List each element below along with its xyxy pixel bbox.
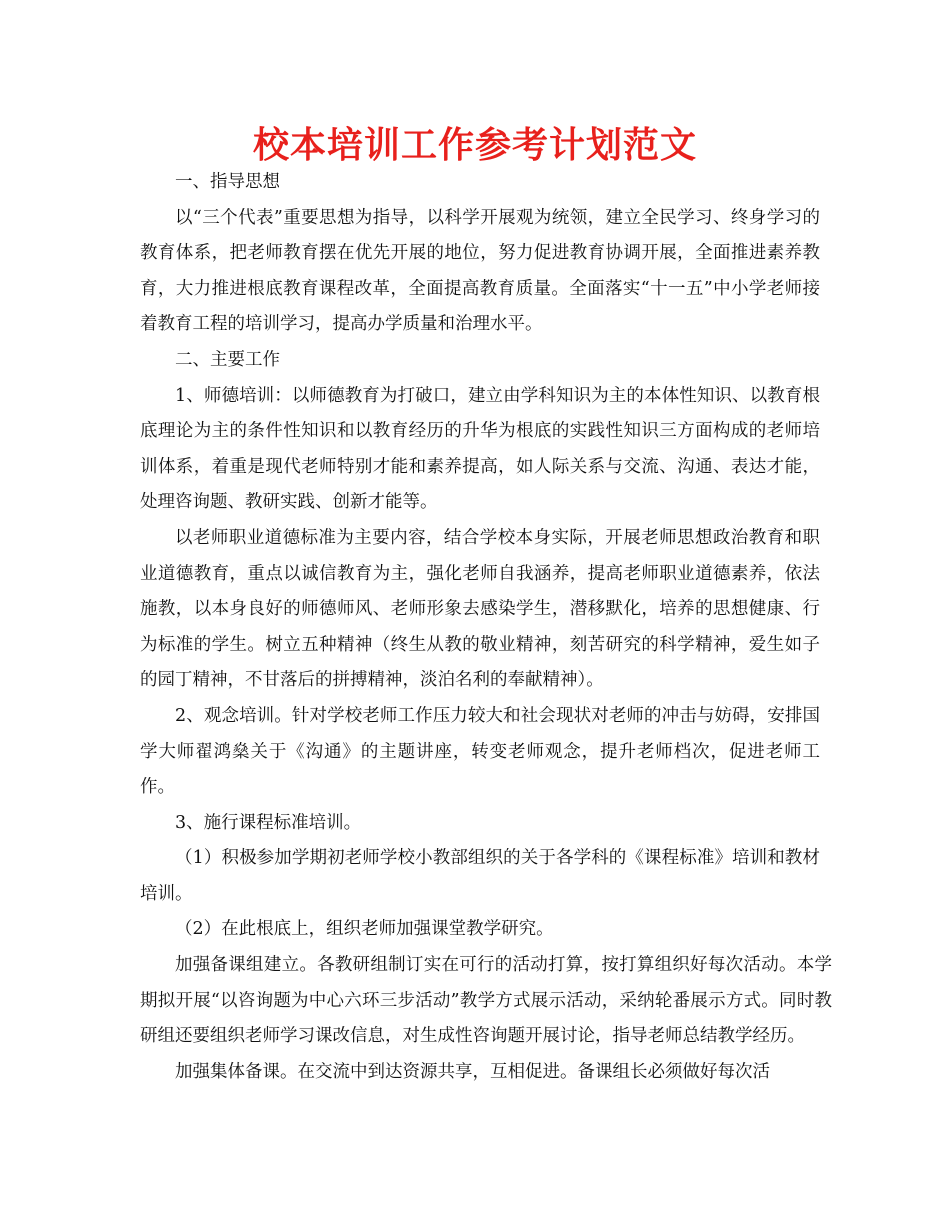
section-heading: 二、主要工作 xyxy=(175,349,280,370)
section-heading: 一、指导思想 xyxy=(175,172,280,192)
paragraph: 1、师德培训：以师德教育为打破口，建立由学科知识为主的本体性知识、以教育根底理论为主的条件性知识和以教育经历的升华为根底的实践性知识三方面构成的老师培训体系，着重是现代老师特别才能和素养提高，如人际关系与交流、沟通、表达才能，处理咨询题、教研实践、创新才能等。 xyxy=(140,385,820,513)
paragraph: 以“三个代表”重要思想为指导，以科学开展观为统领，建立全民学习、终身学习的教育体系，把老师教育摆在优先开展的地位，努力促进教育协调开展，全面推进素养教育，大力推进根底教育课程改革，全面提高教育质量。全面落实“十一五”中小学老师接着教育工程的培训学习，提高办学质量和治理水平。 xyxy=(140,207,820,335)
document-body xyxy=(140,165,832,1090)
paragraph: （2）在此根底上，组织老师加强课堂教学研究。 xyxy=(175,919,554,940)
document-title: 校本培训工作参考计划范文 xyxy=(252,125,697,166)
paragraph: 加强集体备课。在交流中到达资源共享，互相促进。备课组长必须做好每次活 xyxy=(175,1061,770,1082)
paragraph: 加强备课组建立。各教研组制订实在可行的活动打算，按打算组织好每次活动。本学期拟开展“以咨询题为中心六环三步活动”教学方式展示活动，采纳轮番展示方式。同时教研组还要组织老师学习课改信息，对生成性咨询题开展讨论，指导老师总结教学经历。 xyxy=(140,955,832,1047)
paragraph: （1）积极参加学期初老师学校小教部组织的关于各学科的《课程标准》培训和教材培训。 xyxy=(140,848,820,904)
paragraph: 以老师职业道德标准为主要内容，结合学校本身实际，开展老师思想政治教育和职业道德教育，重点以诚信教育为主，强化老师自我涵养，提高老师职业道德素养，依法施教，以本身良好的师德师风、老师形象去感染学生，潜移默化，培养的思想健康、行为标准的学生。树立五种精神（终生从教的敬业精神，刻苦研究的科学精神，爱生如子的园丁精神，不甘落后的拼搏精神，淡泊名利的奉献精神）。 xyxy=(140,527,820,691)
paragraph: 2、观念培训。针对学校老师工作压力较大和社会现状对老师的冲击与妨碍，安排国学大师翟鸿燊关于《沟通》的主题讲座，转变老师观念，提升老师档次，促进老师工作。 xyxy=(140,705,820,798)
paragraph: 3、施行课程标准培训。 xyxy=(175,812,362,833)
